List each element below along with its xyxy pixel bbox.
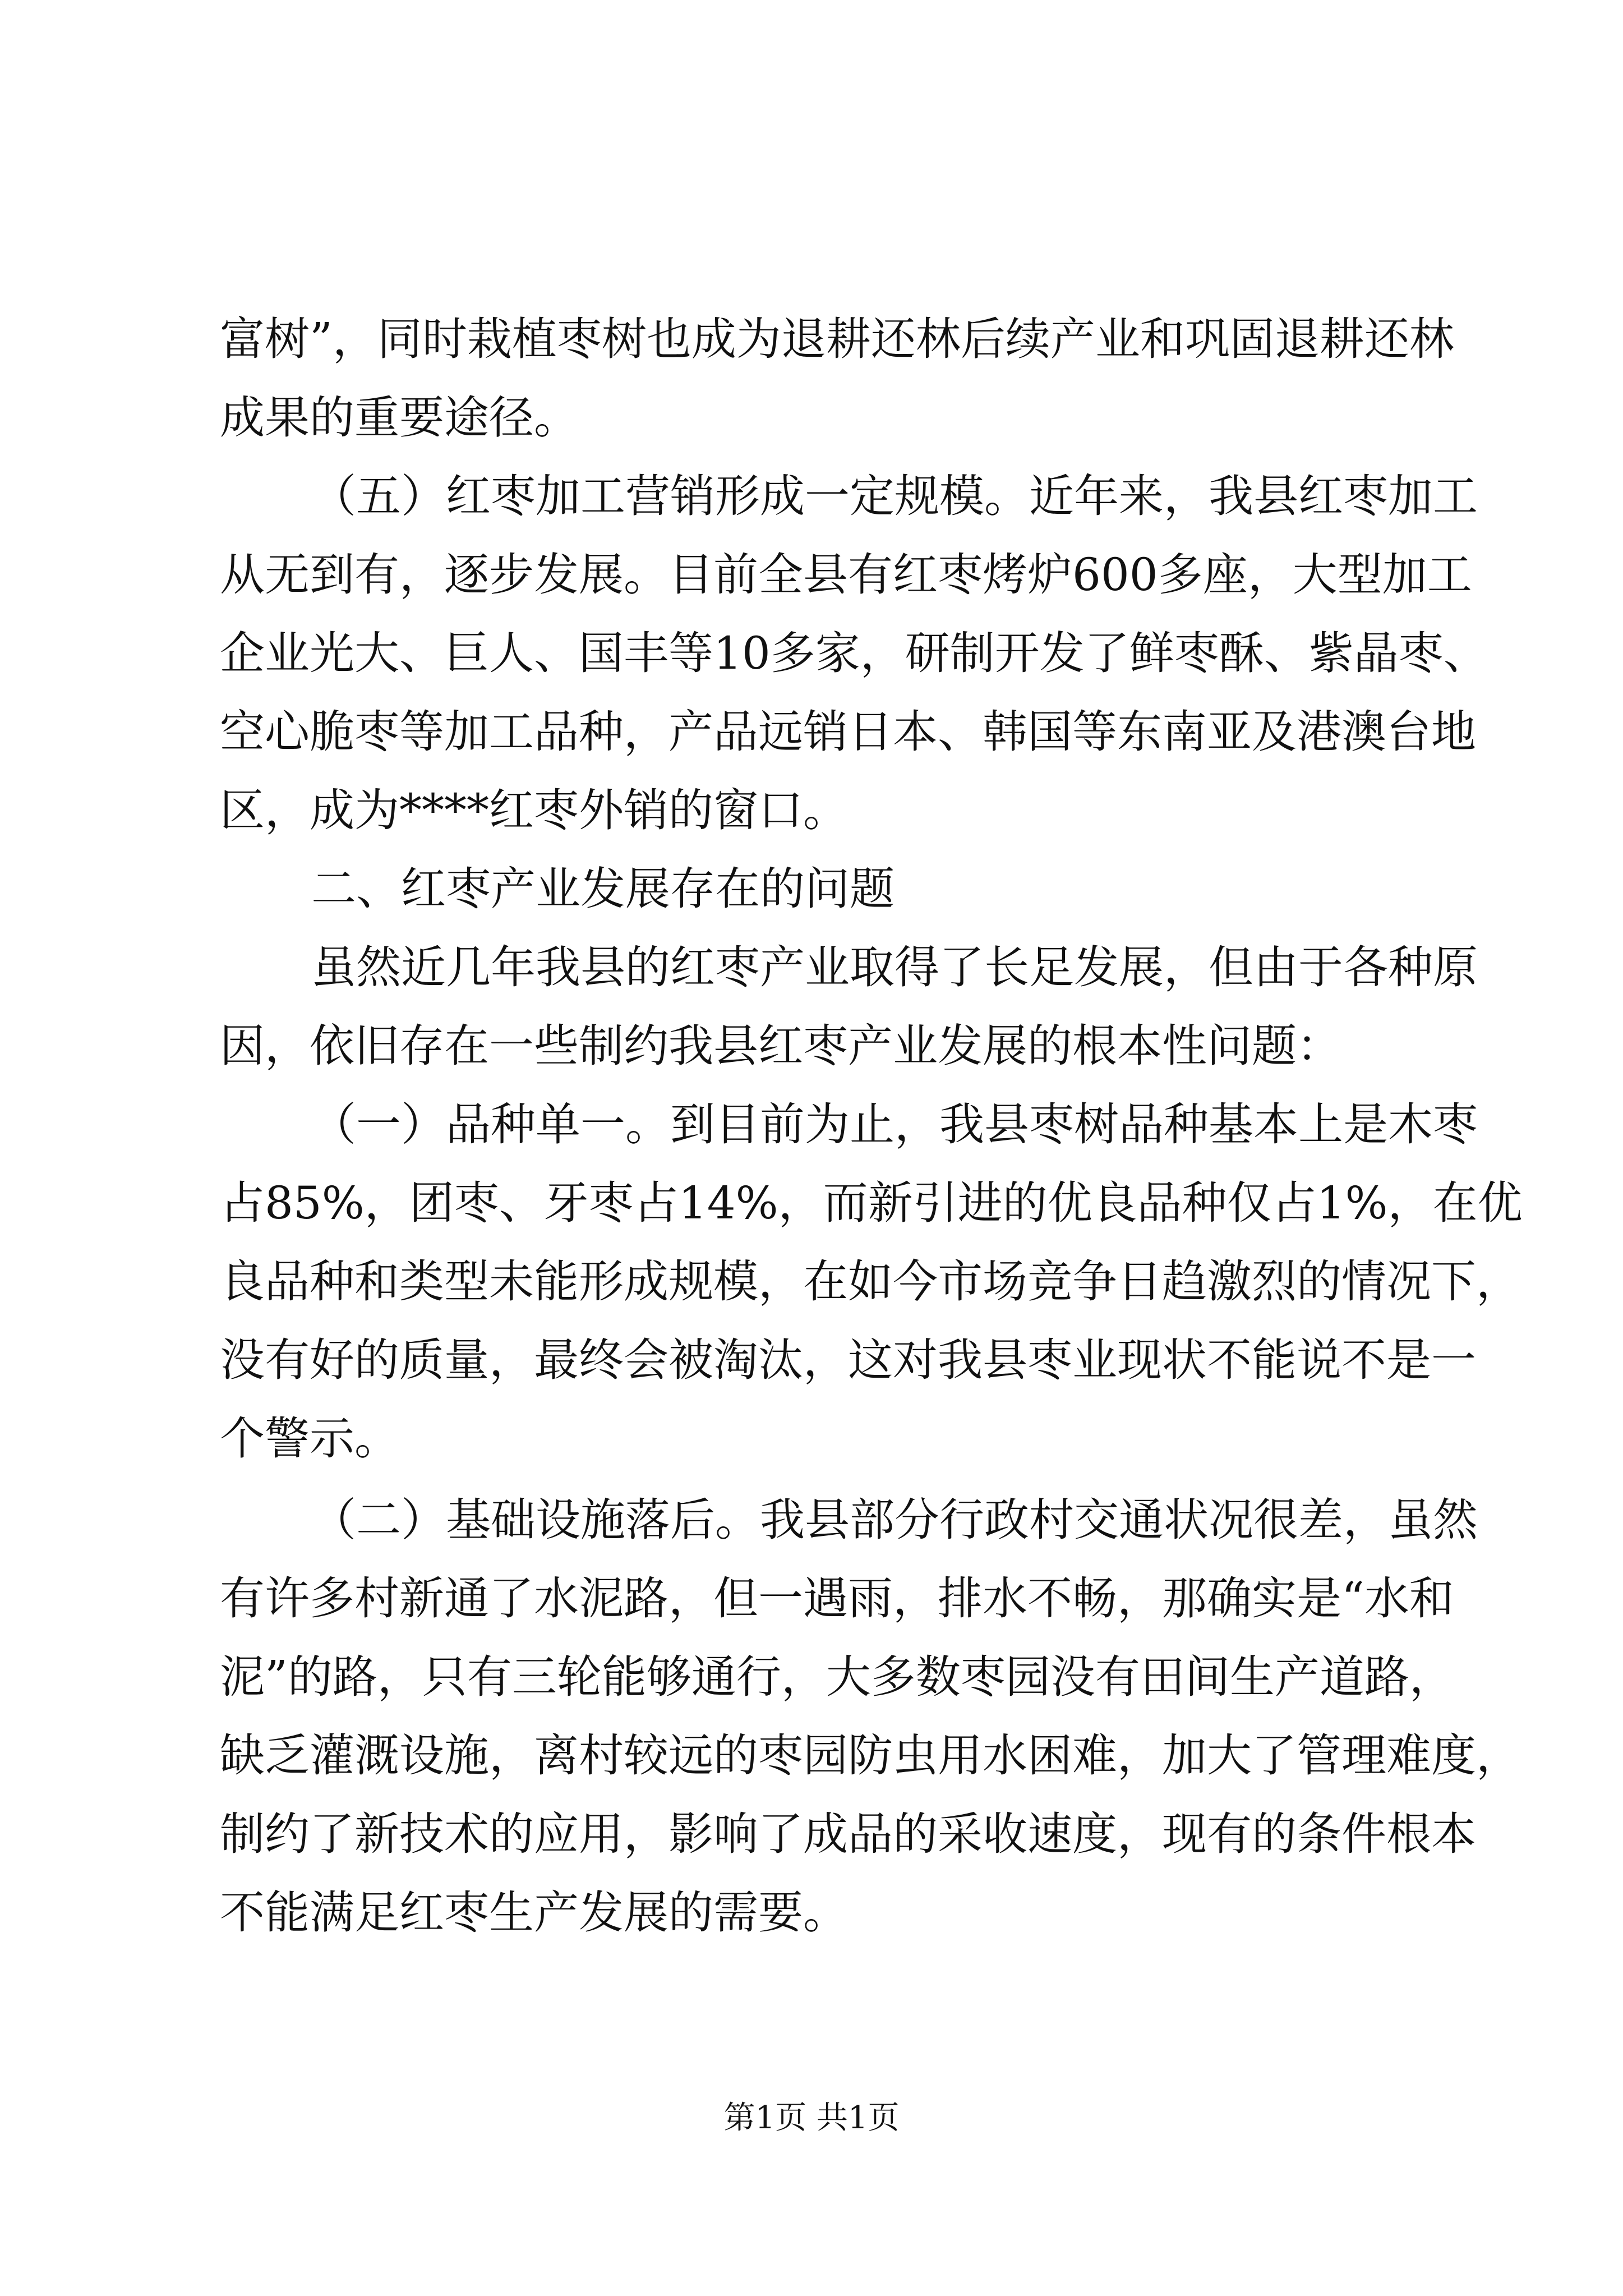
text-line: 因，依旧存在一些制约我县红枣产业发展的根本性问题： [220,1020,1341,1072]
text-line: （五）红枣加工营销形成一定规模。近年来，我县红枣加工 [311,470,1478,522]
text-line: 成果的重要途径。 [220,392,579,444]
text-line: 虽然近几年我县的红枣产业取得了长足发展，但由于各种原 [311,941,1478,993]
text-line: 区，成为****红枣外销的窗口。 [220,784,848,836]
text-line: （二）基础设施落后。我县部分行政村交通状况很差，虽然 [311,1494,1478,1546]
page-number-footer: 第1页 共1页 [723,2100,900,2136]
text-line: 泥”的路，只有三轮能够通行，大多数枣园没有田间生产道路， [220,1651,1454,1703]
text-line: 制约了新技术的应用，影响了成品的采收速度，现有的条件根本 [220,1808,1476,1860]
text-line: 空心脆枣等加工品种，产品远销日本、韩国等东南亚及港澳台地 [220,706,1476,758]
text-line: 缺乏灌溉设施，离村较远的枣园防虫用水困难，加大了管理难度， [220,1729,1521,1782]
text-line: 有许多村新通了水泥路，但一遇雨，排水不畅，那确实是“水和 [220,1572,1454,1625]
text-line: 企业光大、巨人、国丰等10多家，研制开发了鲜枣酥、紫晶枣、 [220,627,1488,679]
text-line: 个警示。 [220,1412,399,1465]
text-line: （一）品种单一。到目前为止，我县枣树品种基本上是木枣 [311,1098,1478,1151]
text-line: 良品种和类型未能形成规模，在如今市场竞争日趋激烈的情况下， [220,1255,1521,1308]
text-line: 占85%，团枣、牙枣占14%，而新引进的优良品种仅占1%，在优 [220,1177,1523,1229]
text-line: 没有好的质量，最终会被淘汰，这对我县枣业现状不能说不是一 [220,1334,1476,1386]
text-line: 富树”，同时栽植枣树也成为退耕还林后续产业和巩固退耕还林 [220,313,1454,365]
text-line: 不能满足红枣生产发展的需要。 [220,1887,848,1939]
section-heading: 二、红枣产业发展存在的问题 [311,863,895,915]
text-line: 从无到有，逐步发展。目前全县有红枣烤炉600多座，大型加工 [220,549,1472,601]
